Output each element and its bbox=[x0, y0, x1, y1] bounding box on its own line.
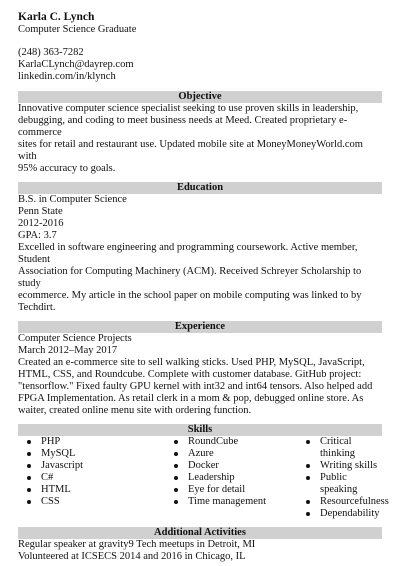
skill-item: Public speaking bbox=[297, 472, 382, 496]
candidate-name: Karla C. Lynch bbox=[18, 11, 95, 23]
additional-line: Regular speaker at gravity9 Tech meetups in Detroit, MI bbox=[18, 539, 256, 550]
additional-section bbox=[18, 539, 382, 563]
skill-item: RoundCube bbox=[165, 436, 297, 448]
skill-item: HTML bbox=[18, 484, 165, 496]
phone-number: (248) 363-7282 bbox=[18, 47, 84, 58]
experience-dates: March 2012–May 2017 bbox=[18, 345, 118, 356]
skill-item: MySQL bbox=[18, 448, 165, 460]
skills-column-3 bbox=[297, 436, 389, 520]
skill-item: Time management bbox=[165, 496, 297, 508]
skills-section bbox=[18, 436, 389, 520]
skill-item: Leadership bbox=[165, 472, 297, 484]
education-years: 2012-2016 bbox=[18, 218, 64, 229]
skill-item: Docker bbox=[165, 460, 297, 472]
objective-line: 95% accuracy to goals. bbox=[18, 163, 116, 174]
education-line: Excelled in software engineering and programming coursework. Active member, Student bbox=[18, 242, 358, 265]
skill-item: CSS bbox=[18, 496, 165, 508]
candidate-title: Computer Science Graduate bbox=[18, 24, 137, 35]
education-section bbox=[18, 194, 382, 314]
skill-item: Eye for detail bbox=[165, 484, 297, 496]
experience-line: Created an e-commerce site to sell walking sticks. Used PHP, MySQL, JavaScript, bbox=[18, 357, 365, 368]
objective-heading: Objective bbox=[18, 91, 382, 103]
education-heading: Education bbox=[18, 182, 382, 194]
skills-heading: Skills bbox=[18, 424, 382, 436]
skill-item: Writing skills bbox=[297, 460, 382, 472]
experience-line: "tensorflow." Fixed faulty GPU kernel with int32 and int64 tensors. Also helped add bbox=[18, 381, 373, 392]
skill-item: Critical thinking bbox=[297, 436, 382, 460]
additional-line: Volunteered at ICSECS 2014 and 2016 in Chicago, IL bbox=[18, 551, 246, 562]
objective-line: debugging, and coding to meet business needs at Meed. Created proprietary e-commerce bbox=[18, 115, 348, 138]
skills-column-2 bbox=[165, 436, 297, 520]
experience-heading: Experience bbox=[18, 321, 382, 333]
spacer bbox=[18, 36, 382, 47]
education-line: Association for Computing Machinery (ACM). Received Schreyer Scholarship to study bbox=[18, 266, 362, 289]
skill-item: PHP bbox=[18, 436, 165, 448]
education-degree: B.S. in Computer Science bbox=[18, 194, 127, 205]
experience-line: FPGA Implementation. As retail clerk in a mom & pop, debugged online store. As bbox=[18, 393, 364, 404]
education-line: ecommerce. My article in the school paper on mobile computing was linked to by bbox=[18, 290, 362, 301]
skill-item: C# bbox=[18, 472, 165, 484]
skill-item: Resourcefulness bbox=[297, 496, 382, 508]
education-school: Penn State bbox=[18, 206, 63, 217]
skills-column-1 bbox=[18, 436, 165, 520]
experience-role: Computer Science Projects bbox=[18, 333, 132, 344]
additional-heading: Additional Activities bbox=[18, 527, 382, 539]
skill-item: Javascript bbox=[18, 460, 165, 472]
education-gpa: GPA: 3.7 bbox=[18, 230, 57, 241]
education-line: Techdirt. bbox=[18, 302, 56, 313]
experience-line: HTML, CSS, and Roundcube. Complete with customer database. GitHub project: bbox=[18, 369, 362, 380]
linkedin-url: linkedin.com/in/klynch bbox=[18, 71, 116, 82]
experience-line: waiter, created online menu site with ordering function. bbox=[18, 405, 252, 416]
experience-section bbox=[18, 333, 382, 417]
objective-section bbox=[18, 103, 382, 175]
objective-line: sites for retail and restaurant use. Updated mobile site at MoneyMoneyWorld.com with bbox=[18, 139, 363, 162]
objective-line: Innovative computer science specialist seeking to use proven skills in leadership, bbox=[18, 103, 359, 114]
resume-header bbox=[18, 11, 382, 83]
email-address: KarlaCLynch@dayrep.com bbox=[18, 59, 134, 70]
skill-item: Dependability bbox=[297, 508, 382, 520]
skill-item: Azure bbox=[165, 448, 297, 460]
